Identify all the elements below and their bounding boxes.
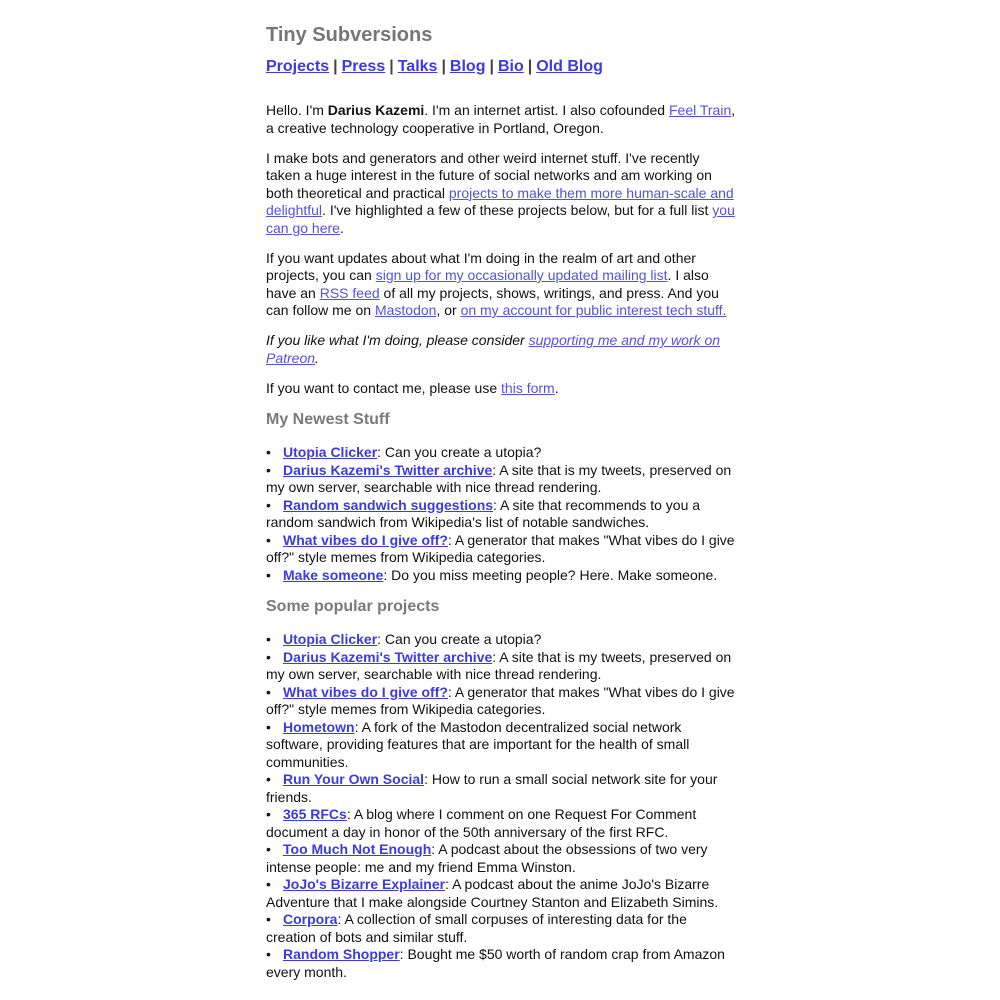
list-item [266, 841, 736, 876]
nav-blog-link[interactable]: Blog [449, 58, 486, 75]
list-item [266, 444, 736, 462]
list-item [266, 497, 736, 532]
list-item [266, 532, 736, 567]
nav-separator: | [333, 58, 338, 75]
bots-text: . [339, 219, 344, 236]
patreon-link[interactable]: supporting me and my work on Patreon [266, 332, 721, 366]
main-nav [266, 56, 736, 78]
project-link[interactable]: Darius Kazemi's Twitter archive [283, 648, 493, 665]
contact-form-link[interactable]: this form [501, 379, 555, 396]
list-item [266, 462, 736, 497]
project-link[interactable]: Random sandwich suggestions [283, 496, 494, 513]
contact-paragraph [266, 380, 736, 398]
bots-text: . I've highlighted a few of these projects below, but for a full list [322, 202, 713, 218]
list-item [266, 631, 736, 649]
project-description: : A site that recommends to you a random sandwich from Wikipedia's list of notable sandwiches. [266, 496, 701, 530]
project-link[interactable]: Corpora [283, 911, 338, 927]
mastodon-link[interactable]: Mastodon [374, 302, 437, 318]
bullet-icon: • [266, 444, 271, 460]
project-description: : A blog where I comment on one Request For Comment document a day in honor of the 50th anniversary of the first RFC. [266, 806, 697, 840]
project-description: : A site that is my tweets, preserved on my own server, searchable with nice thread rendering. [266, 461, 732, 495]
bullet-icon: • [266, 771, 271, 787]
bullet-icon: • [266, 683, 271, 700]
list-item [266, 719, 736, 772]
project-link[interactable]: Hometown [283, 718, 355, 735]
project-description: : A fork of the Mastodon decentralized social network software, providing features that are important for the health of small communities. [266, 718, 690, 770]
nav-separator: | [441, 58, 446, 75]
list-item [266, 567, 736, 585]
nav-separator: | [527, 58, 533, 75]
updates-paragraph [266, 250, 736, 320]
project-link[interactable]: Random Shopper [283, 946, 400, 962]
list-item [266, 911, 736, 946]
mailing-list-link[interactable]: sign up for my occasionally updated mailing list [375, 267, 668, 283]
bullet-icon: • [266, 876, 271, 892]
nav-projects-link[interactable]: Projects [266, 58, 330, 75]
bullet-icon: • [266, 531, 271, 548]
bots-paragraph [266, 150, 736, 238]
list-item [266, 946, 736, 981]
list-item [266, 649, 736, 684]
project-description: : A podcast about the obsessions of two very intense people: me and my friend Emma Winston. [266, 841, 708, 875]
list-item [266, 771, 736, 806]
project-description: : Can you create a utopia? [377, 444, 542, 460]
bullet-icon: • [266, 631, 271, 647]
nav-press-link[interactable]: Press [341, 58, 386, 75]
author-name: Darius Kazemi [327, 102, 425, 118]
nav-separator: | [489, 58, 494, 75]
project-link[interactable]: What vibes do I give off? [283, 683, 448, 700]
project-description: : Can you create a utopia? [377, 631, 542, 647]
bullet-icon: • [266, 648, 271, 665]
updates-text: , or [436, 302, 461, 318]
bullet-icon: • [266, 946, 271, 962]
nav-talks-link[interactable]: Talks [397, 58, 438, 75]
rss-feed-link[interactable]: RSS feed [319, 284, 380, 301]
project-link[interactable]: Make someone [283, 566, 384, 583]
full-list-link[interactable]: you can go here [266, 202, 735, 236]
bullet-icon: • [266, 566, 271, 583]
bullet-icon: • [266, 496, 271, 513]
project-description: : A podcast about the anime JoJo's Bizarre Adventure that I make alongside Courtney Stanton and Elizabeth Simins. [266, 876, 719, 910]
public-interest-account-link[interactable]: on my account for public interest tech stuff. [460, 302, 727, 318]
bullet-icon: • [266, 461, 271, 478]
newest-list [266, 444, 736, 584]
project-description: : A collection of small corpuses of interesting data for the creation of bots and similar stuff. [266, 911, 687, 945]
intro-text: , a creative technology cooperative in Portland, Oregon. [266, 102, 736, 136]
updates-text: . I also have an [266, 267, 709, 301]
nav-bio-link[interactable]: Bio [497, 58, 524, 75]
page-content [266, 22, 736, 981]
site-title: Tiny Subversions [266, 24, 433, 46]
patreon-text: If you like what I'm doing, please consider [266, 332, 529, 348]
bots-text: I make bots and generators and other weird internet stuff. I've recently taken a huge interest in the future of social networks and am working on both theoretical and practical [266, 149, 712, 201]
intro-text: Hello. I'm [266, 102, 328, 118]
project-description: : A generator that makes "What vibes do I give off?" style memes from Wikipedia categories. [266, 531, 735, 565]
project-link[interactable]: 365 RFCs [283, 806, 347, 822]
project-link[interactable]: What vibes do I give off? [283, 531, 448, 548]
project-link[interactable]: Run Your Own Social [283, 771, 425, 787]
bullet-icon: • [266, 911, 271, 927]
popular-list [266, 631, 736, 981]
project-link[interactable]: Utopia Clicker [283, 631, 378, 647]
list-item [266, 876, 736, 911]
project-description: : A site that is my tweets, preserved on my own server, searchable with nice thread rendering. [266, 648, 732, 682]
project-link[interactable]: Too Much Not Enough [283, 841, 432, 857]
project-description: : Do you miss meeting people? Here. Make someone. [383, 566, 718, 583]
list-item [266, 684, 736, 719]
popular-heading: Some popular projects [266, 598, 440, 615]
contact-text: If you want to contact me, please use [266, 379, 502, 396]
bullet-icon: • [266, 841, 271, 857]
intro-text: . I'm an internet artist. I also cofounded [424, 102, 669, 118]
project-description: : Bought me $50 worth of random crap from Amazon every month. [266, 946, 725, 980]
newest-heading: My Newest Stuff [266, 411, 390, 428]
bullet-icon: • [266, 718, 271, 735]
project-description: : How to run a small social network site for your friends. [266, 771, 718, 805]
intro-paragraph [266, 102, 736, 137]
bullet-icon: • [266, 806, 271, 822]
patreon-text: . [315, 349, 319, 366]
contact-text: . [554, 379, 559, 396]
feel-train-link[interactable]: Feel Train [668, 102, 732, 118]
project-description: : A generator that makes "What vibes do I give off?" style memes from Wikipedia categories. [266, 683, 735, 717]
patreon-paragraph [266, 332, 736, 367]
project-link[interactable]: JoJo's Bizarre Explainer [283, 876, 446, 892]
human-scale-projects-link[interactable]: projects to make them more human-scale and delightful [266, 184, 734, 218]
nav-separator: | [389, 58, 394, 75]
project-link[interactable]: Darius Kazemi's Twitter archive [283, 461, 493, 478]
project-link[interactable]: Utopia Clicker [283, 444, 378, 460]
nav-old-blog-link[interactable]: Old Blog [536, 58, 603, 75]
updates-text: If you want updates about what I'm doing in the realm of art and other projects, you can [266, 249, 696, 283]
list-item [266, 806, 736, 841]
updates-text: of all my projects, shows, writings, and press. And you can follow me on [266, 284, 719, 318]
